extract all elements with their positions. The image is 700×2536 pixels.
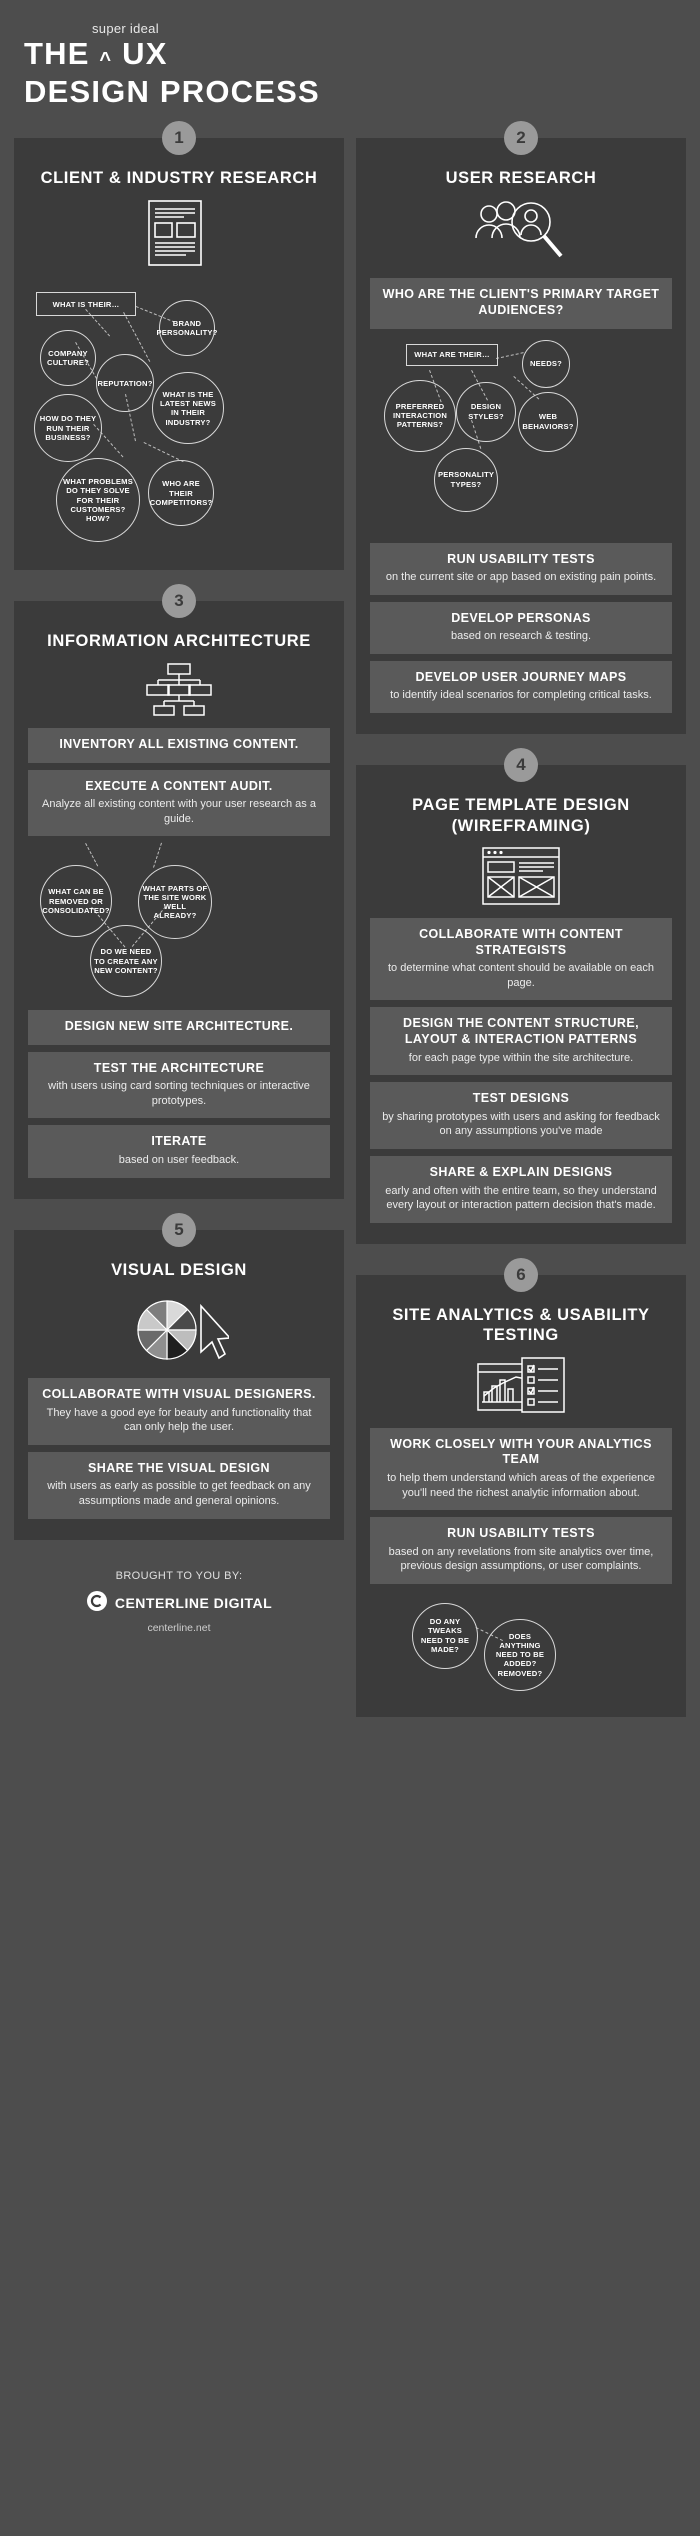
pie-cursor-icon xyxy=(24,1290,334,1368)
document-report-icon xyxy=(24,198,334,272)
step-6-badge: 6 xyxy=(504,1258,538,1292)
panel-body: with users as early as possible to get feedback on any assumptions made and general opinions. xyxy=(47,1480,311,1507)
panel-heading: DESIGN NEW SITE ARCHITECTURE. xyxy=(64,1019,294,1034)
step-2-bubble-map xyxy=(368,336,674,536)
panel-body: with users using card sorting techniques or interactive prototypes. xyxy=(48,1080,310,1107)
footer-url[interactable]: centerline.net xyxy=(147,1621,211,1634)
brand-row xyxy=(14,1590,344,1617)
step-6-title: SITE ANALYTICS & USABILITY TESTING xyxy=(392,1305,650,1345)
panel-design-new-architecture xyxy=(28,1010,330,1045)
panel-body: to identify ideal scenarios for completing critical tasks. xyxy=(390,689,652,702)
analytics-checklist-icon xyxy=(366,1356,676,1418)
step-6-bubble-map xyxy=(368,1591,674,1697)
step-1-title: CLIENT & INDUSTRY RESEARCH xyxy=(40,168,318,187)
step-6 xyxy=(356,1258,686,1717)
panel-work-closely-analytics xyxy=(370,1428,672,1510)
bubble-what-are-their: WHAT ARE THEIR… xyxy=(406,344,498,366)
bubble-tweaks-need-made: DO ANY TWEAKS NEED TO BE MADE? xyxy=(412,1603,478,1669)
connector xyxy=(496,352,524,359)
step-5-body xyxy=(14,1230,344,1540)
panel-share-explain-designs xyxy=(370,1156,672,1223)
panel-run-usability-tests xyxy=(370,543,672,595)
caret-mark: ^ xyxy=(99,49,113,71)
panel-share-visual-design xyxy=(28,1452,330,1519)
panel-heading: RUN USABILITY TESTS xyxy=(447,1526,595,1541)
panel-target-audiences xyxy=(370,278,672,328)
header-superideal: super ideal xyxy=(92,21,159,36)
bubble-preferred-interaction-patterns: PREFERRED INTERACTION PATTERNS? xyxy=(384,380,456,452)
footer xyxy=(14,1554,344,1644)
panel-heading: DESIGN THE CONTENT STRUCTURE, LAYOUT & INTERACTION PATTERNS xyxy=(403,1016,639,1047)
panel-heading: COLLABORATE WITH VISUAL DESIGNERS. xyxy=(42,1387,316,1402)
bubble-web-behaviors: WEB BEHAVIORS? xyxy=(518,392,578,452)
right-column xyxy=(356,121,686,1731)
page-header xyxy=(0,0,700,121)
panel-heading: WORK CLOSELY WITH YOUR ANALYTICS TEAM xyxy=(390,1436,652,1467)
bubble-design-styles: DESIGN STYLES? xyxy=(456,382,516,442)
step-5 xyxy=(14,1213,344,1540)
panel-body: for each page type within the site architecture. xyxy=(408,1051,634,1064)
panel-heading: EXECUTE A CONTENT AUDIT. xyxy=(85,778,273,793)
bubble-reputation: REPUTATION? xyxy=(96,354,154,412)
panel-body: to help them understand which areas of the experience you'll need the richest analytic information about. xyxy=(387,1472,655,1499)
panel-body: by sharing prototypes with users and asking for feedback on any assumptions you've made xyxy=(382,1110,660,1138)
step-4-badge: 4 xyxy=(504,748,538,782)
bubble-what-problems: WHAT PROBLEMS DO THEY SOLVE FOR THEIR CUSTOMERS? HOW? xyxy=(56,458,140,542)
connector xyxy=(85,843,98,866)
page-title-line2: DESIGN PROCESS xyxy=(24,73,320,109)
panel-run-usability-tests-6 xyxy=(370,1517,672,1584)
bubble-needs: NEEDS? xyxy=(522,340,570,388)
bubble-what-is-their: WHAT IS THEIR… xyxy=(36,292,136,316)
step-3-body xyxy=(14,601,344,1198)
panel-collaborate-visual-designers xyxy=(28,1378,330,1445)
step-5-title: VISUAL DESIGN xyxy=(111,1260,247,1279)
bubble-how-run-business: HOW DO THEY RUN THEIR BUSINESS? xyxy=(34,394,102,462)
step-2 xyxy=(356,121,686,734)
users-magnifier-icon xyxy=(366,198,676,268)
panel-body: to determine what content should be available on each page. xyxy=(387,962,654,989)
panel-design-content-structure xyxy=(370,1007,672,1075)
step-3-badge: 3 xyxy=(162,584,196,618)
steps-columns xyxy=(0,121,700,1731)
step-1-body xyxy=(14,138,344,571)
step-4-title: PAGE TEMPLATE DESIGN (WIREFRAMING) xyxy=(412,795,630,835)
panel-test-architecture xyxy=(28,1052,330,1119)
sitemap-icon xyxy=(24,662,334,718)
panel-body: on the current site or app based on existing pain points. xyxy=(385,571,657,584)
bubble-anything-added-removed: DOES ANYTHING NEED TO BE ADDED? REMOVED? xyxy=(484,1619,556,1691)
step-2-body xyxy=(356,138,686,734)
bubble-latest-news: WHAT IS THE LATEST NEWS IN THEIR INDUSTRY? xyxy=(152,372,224,444)
step-4-body xyxy=(356,765,686,1244)
step-3 xyxy=(14,584,344,1198)
connector xyxy=(153,843,162,868)
bubble-personality-types: PERSONALITY TYPES? xyxy=(434,448,498,512)
bubble-create-new-content: DO WE NEED TO CREATE ANY NEW CONTENT? xyxy=(90,925,162,997)
centerline-logo-icon xyxy=(86,1590,108,1617)
panel-iterate xyxy=(28,1125,330,1177)
footer-brought-by: BROUGHT TO YOU BY: xyxy=(115,1569,243,1582)
panel-heading: TEST DESIGNS xyxy=(472,1091,570,1106)
step-2-title: USER RESEARCH xyxy=(445,168,597,187)
panel-develop-journey-maps xyxy=(370,661,672,713)
panel-develop-personas xyxy=(370,602,672,654)
bubble-brand-personality: BRAND PERSONALITY? xyxy=(159,300,215,356)
panel-heading: SHARE THE VISUAL DESIGN xyxy=(88,1460,270,1475)
page-title-line1 xyxy=(24,35,676,73)
step-3-title: INFORMATION ARCHITECTURE xyxy=(47,632,311,651)
left-column xyxy=(14,121,344,1644)
brand-name: CENTERLINE DIGITAL xyxy=(114,1595,273,1612)
panel-inventory-content xyxy=(28,728,330,763)
panel-heading: RUN USABILITY TESTS xyxy=(447,551,595,566)
bubble-parts-work-well: WHAT PARTS OF THE SITE WORK WELL ALREADY? xyxy=(138,865,212,939)
panel-heading: TEST THE ARCHITECTURE xyxy=(93,1060,265,1075)
bubble-competitors: WHO ARE THEIR COMPETITORS? xyxy=(148,460,214,526)
step-3-bubble-map xyxy=(26,843,332,1003)
panel-test-designs xyxy=(370,1082,672,1149)
title-the: THE xyxy=(24,36,100,71)
panel-heading: SHARE & EXPLAIN DESIGNS xyxy=(429,1164,613,1179)
bubble-company-culture: COMPANY CULTURE? xyxy=(40,330,96,386)
step-2-badge: 2 xyxy=(504,121,538,155)
step-4 xyxy=(356,748,686,1244)
panel-content-audit xyxy=(28,770,330,837)
step-5-badge: 5 xyxy=(162,1213,196,1247)
panel-heading: ITERATE xyxy=(151,1134,207,1149)
panel-heading: INVENTORY ALL EXISTING CONTENT. xyxy=(59,736,299,751)
step-1-badge: 1 xyxy=(162,121,196,155)
panel-body: based on research & testing. xyxy=(450,630,592,643)
panel-collaborate-content-strategists xyxy=(370,918,672,1000)
panel-body: early and often with the entire team, so they understand every layout or interaction pattern decision that's made. xyxy=(385,1184,657,1212)
panel-body: Analyze all existing content with your user research as a guide. xyxy=(42,798,316,825)
panel-heading: WHO ARE THE CLIENT'S PRIMARY TARGET AUDIENCES? xyxy=(382,287,660,317)
step-6-body xyxy=(356,1275,686,1717)
panel-body: based on any revelations from site analytics over time, previous design assumptions, or user complaints. xyxy=(388,1545,654,1573)
panel-heading: DEVELOP USER JOURNEY MAPS xyxy=(415,669,627,684)
panel-heading: COLLABORATE WITH CONTENT STRATEGISTS xyxy=(419,927,623,957)
step-1 xyxy=(14,121,344,571)
bubble-removed-consolidated: WHAT CAN BE REMOVED OR CONSOLIDATED? xyxy=(40,865,112,937)
panel-body: They have a good eye for beauty and functionality that can only help the user. xyxy=(46,1406,312,1434)
panel-body: based on user feedback. xyxy=(118,1154,240,1167)
step-1-bubble-map xyxy=(26,282,332,550)
wireframe-icon xyxy=(366,846,676,908)
title-ux: UX xyxy=(112,36,168,71)
panel-heading: DEVELOP PERSONAS xyxy=(451,610,591,625)
